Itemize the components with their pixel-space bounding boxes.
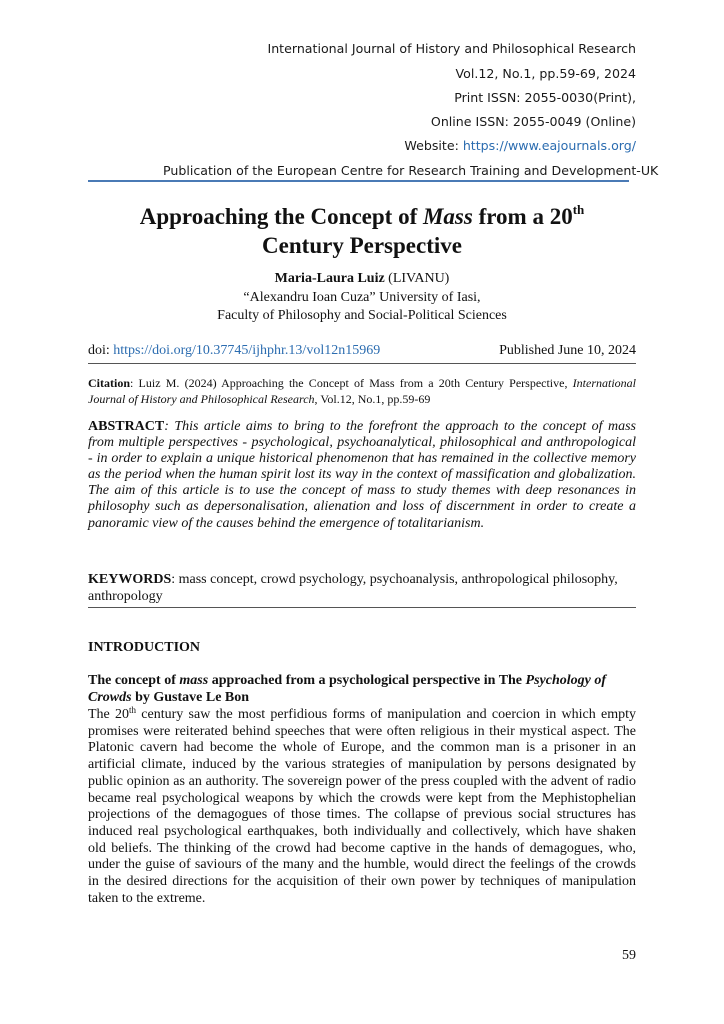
paper-title <box>88 202 636 260</box>
website-label: Website: <box>404 138 463 153</box>
citation-label: Citation <box>88 376 130 390</box>
abstract-label: ABSTRACT <box>88 419 165 434</box>
body-start: The 20 <box>88 707 130 722</box>
citation-journal: International Journal of History and Philosophical Research <box>88 376 636 406</box>
affiliation-2: Faculty of Philosophy and Social-Political Sciences <box>217 308 507 324</box>
title-superscript: th <box>572 202 585 217</box>
section-heading <box>88 672 636 706</box>
citation-text: : Luiz M. (2024) Approaching the Concept of Mass from a 20th Century Perspective, <box>130 376 573 390</box>
title-text-2: from a 20 <box>472 204 573 229</box>
title-line-2: Century Perspective <box>262 233 462 258</box>
citation-tail: , Vol.12, No.1, pp.59-69 <box>314 391 431 406</box>
author-name-rest: (LIVANU) <box>384 271 450 286</box>
header-rule <box>88 180 629 182</box>
section-heading-text-3: by Gustave Le Bon <box>131 690 250 705</box>
abstract <box>88 419 636 532</box>
online-issn: Online ISSN: 2055-0049 (Online) <box>430 114 636 129</box>
section-heading-text: The concept of <box>88 673 180 688</box>
title-text: Approaching the Concept of <box>139 204 423 229</box>
doi-rule <box>88 363 636 364</box>
keywords-label: KEYWORDS <box>88 572 172 587</box>
print-issn: Print ISSN: 2055-0030(Print), <box>454 90 636 105</box>
section-heading-italic-2: Psychology of Crowds <box>88 673 607 705</box>
body-superscript: th <box>129 705 137 715</box>
body-text: century saw the most perfidious forms of manipulation and coercion in which empty promises were reiterated behind speeches that were often religious in their mystical aspect. The Platonic cavern had become the whole of Europe, and the common man is a prisoner in an artificial climate, induced by the various strategies of manipulation by persons designated by public opinion as an authority. The sovereign power of the press coupled with the advent of radio became real psychological weapons by which the crowds were kept from the Mephistophelian projections of the demagogues of those times. The collapse of previous social structures has induced real psychological earthquakes, both individually and collectively, which have shaken old beliefs. The thinking of the crowd had become captive in the hands of demagogues, who, under the guise of saviours of the many and the humble, would direct the feelings of the crowds in the desired directions for the acquisition of their own power by techniques of manipulation taken to the extreme. <box>88 707 636 906</box>
introduction-heading: INTRODUCTION <box>88 640 201 655</box>
abstract-text: : This article aims to bring to the forefront the approach to the concept of mass from multiple perspectives - psychological, psychoanalytical, philosophical and anthropological - in order to explain a unique historical phenomenon that has remained in the collective memory as the period when the human spirit lost its way in the context of massification and globalization. The aim of this article is to use the concept of mass to study themes with deep resonances in philosophy such as depersonalisation, alienation and loss of discernment in order to create a panoramic view of the causes behind the emergence of totalitarianism. <box>88 419 636 531</box>
affiliation-1: “Alexandru Ioan Cuza” University of Iasi, <box>243 289 481 305</box>
doi <box>88 343 380 359</box>
website-link[interactable]: https://www.eajournals.org/ <box>462 138 636 153</box>
keywords-text: : mass concept, crowd psychology, psychoanalysis, anthropological philosophy, anthropology <box>88 572 618 604</box>
title-italic: Mass <box>422 204 473 229</box>
doi-label: doi: <box>88 343 114 358</box>
journal-name: International Journal of History and Philosophical Research <box>267 41 636 56</box>
section-heading-text-2: approached from a psychological perspective in The <box>208 673 526 688</box>
doi-link[interactable]: https://doi.org/10.37745/ijhphr.13/vol12n15969 <box>113 343 381 358</box>
published-date: Published June 10, 2024 <box>499 343 636 358</box>
page-number: 59 <box>622 948 636 963</box>
author-block <box>88 270 636 326</box>
section-heading-italic: mass <box>179 673 209 688</box>
volume-info: Vol.12, No.1, pp.59-69, 2024 <box>455 66 636 81</box>
keywords <box>88 572 636 605</box>
website-line <box>404 138 636 153</box>
doi-line <box>88 343 636 359</box>
author-name <box>88 270 636 289</box>
publisher-line: Publication of the European Centre for Research Training and Development-UK <box>163 163 659 178</box>
author-name-bold: Maria-Laura Luiz <box>274 271 385 286</box>
citation <box>88 376 636 407</box>
body-paragraph <box>88 707 636 907</box>
keywords-rule <box>88 607 636 608</box>
